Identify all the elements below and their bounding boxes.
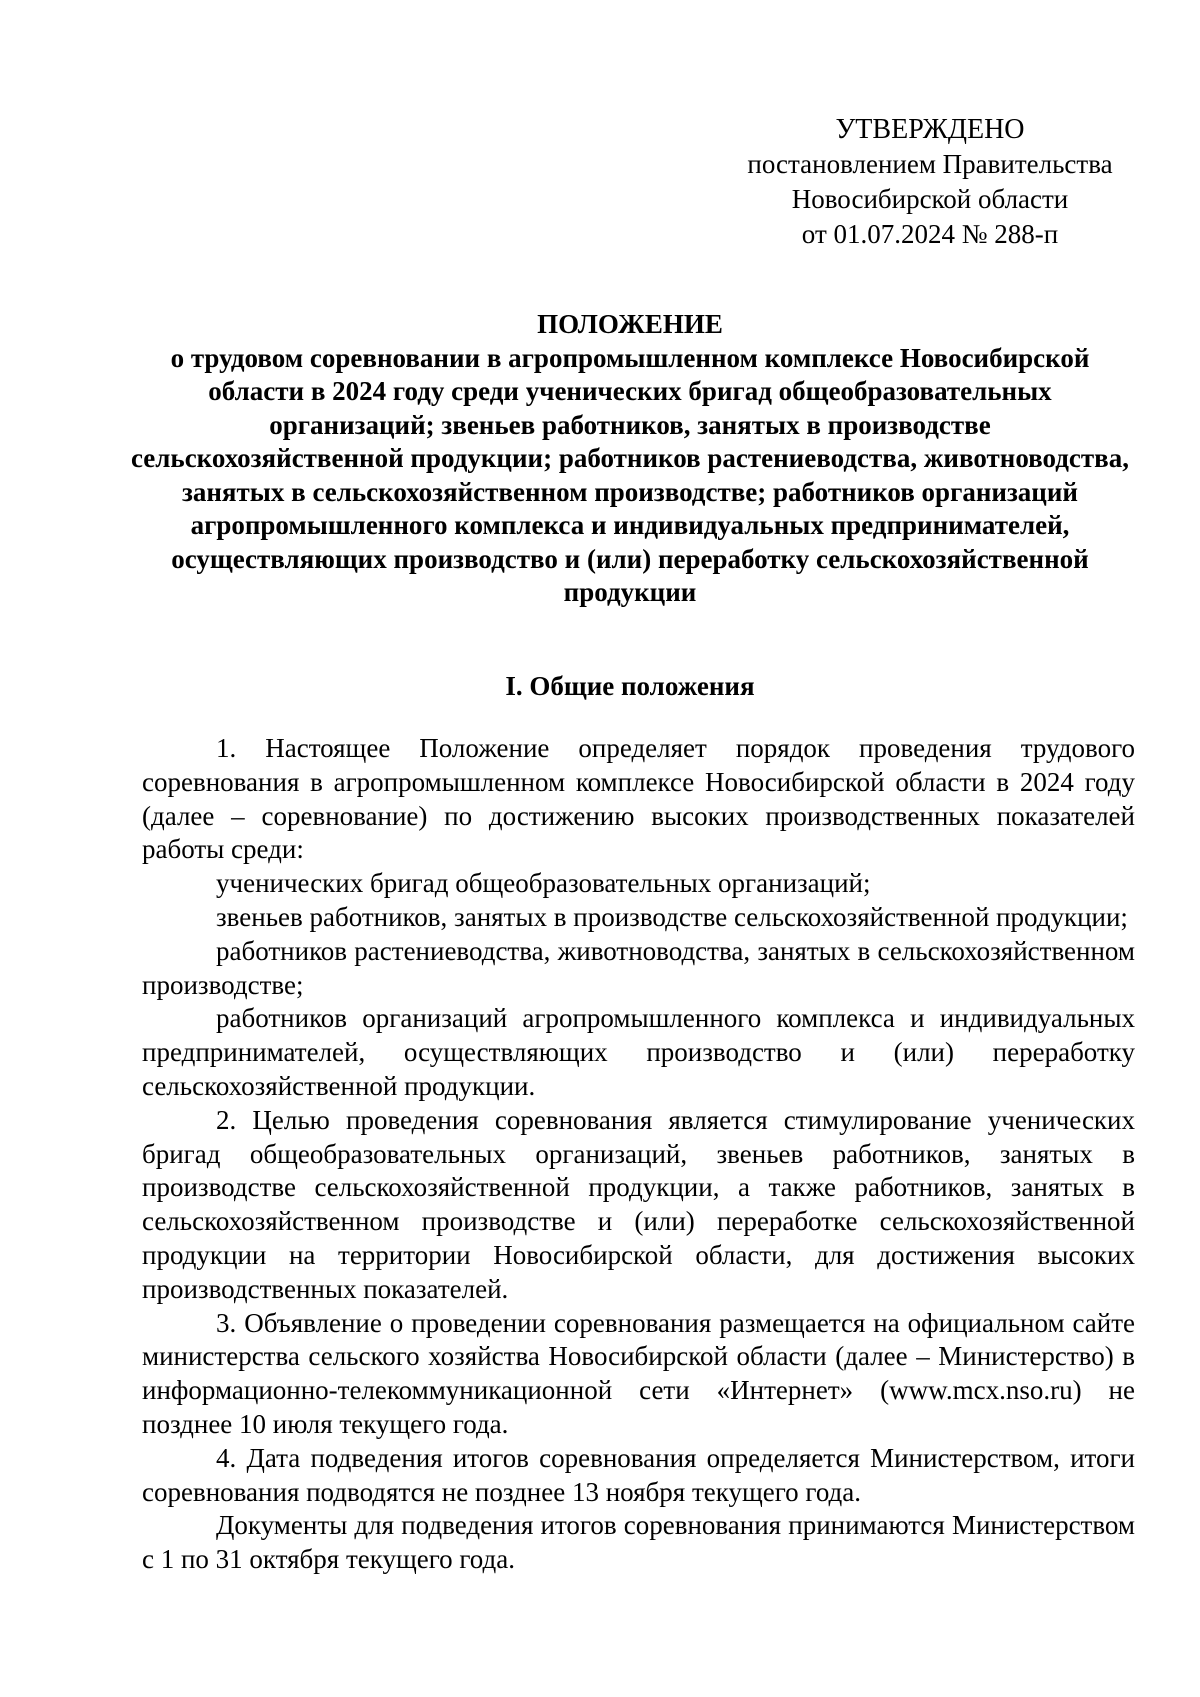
- approval-stamp: [745, 112, 1115, 252]
- paragraph-3: 3. Объявление о проведении соревнования размещается на официальном сайте министерства сельского хозяйства Новосибирской области (далее – Министерство) в информационно-телекоммуникационной сети «Интернет» (www.mcx.nso.ru) не позднее 10 июля текущего года.: [142, 1307, 1135, 1439]
- section-title: I. Общие положения: [505, 671, 755, 701]
- approval-heading: УТВЕРЖДЕНО: [835, 114, 1025, 145]
- paragraph-4: 4. Дата подведения итогов соревнования определяется Министерством, итоги соревнования подводятся не позднее 13 ноября текущего года.: [142, 1442, 1135, 1507]
- document-title-block: [130, 308, 1130, 610]
- document-subtitle: о трудовом соревновании в агропромышленном комплексе Новосибирской области в 2024 году среди ученических бригад общеобразовательных организаций; звеньев работников, занятых в производстве сельскохозяйственной продукции; работников растениеводства, животноводства, занятых в сельскохозяйственном производстве; работников организаций агропромышленного комплекса и индивидуальных предпринимателей, осуществляющих производство и (или) переработку сельскохозяйственной продукции: [130, 342, 1130, 607]
- approval-date-number: от 01.07.2024 № 288-п: [801, 219, 1059, 249]
- approval-line-2: Новосибирской области: [791, 184, 1069, 214]
- paragraph-2: 2. Целью проведения соревнования является стимулирование ученических бригад общеобразовательных организаций, звеньев работников, занятых в производстве сельскохозяйственной продукции, а также работников, занятых в сельскохозяйственном производстве и (или) переработке сельскохозяйственной продукции на территории Новосибирской области, для достижения высоких производственных показателей.: [142, 1104, 1135, 1304]
- paragraph-4-documents: Документы для подведения итогов соревнования принимаются Министерством с 1 по 31 октября текущего года.: [142, 1510, 1135, 1575]
- paragraph-list-item-1: ученических бригад общеобразовательных организаций;: [216, 868, 871, 899]
- paragraph-list-item-4: работников организаций агропромышленного комплекса и индивидуальных предпринимателей, осуществляющих производство и (или) переработку сельскохозяйственной продукции.: [142, 1003, 1135, 1101]
- paragraph-1: 1. Настоящее Положение определяет порядок проведения трудового соревнования в агропромышленном комплексе Новосибирской области в 2024 году (далее – соревнование) по достижению высоких производственных показателей работы среди:: [142, 733, 1135, 865]
- approval-line-1: постановлением Правительства: [747, 149, 1113, 179]
- paragraph-list-item-2: звеньев работников, занятых в производстве сельскохозяйственной продукции;: [216, 901, 1128, 932]
- section-body: [142, 732, 1135, 1577]
- document-title: ПОЛОЖЕНИЕ: [537, 309, 723, 339]
- paragraph-list-item-3: работников растениеводства, животноводства, занятых в сельскохозяйственном производстве;: [142, 935, 1135, 1000]
